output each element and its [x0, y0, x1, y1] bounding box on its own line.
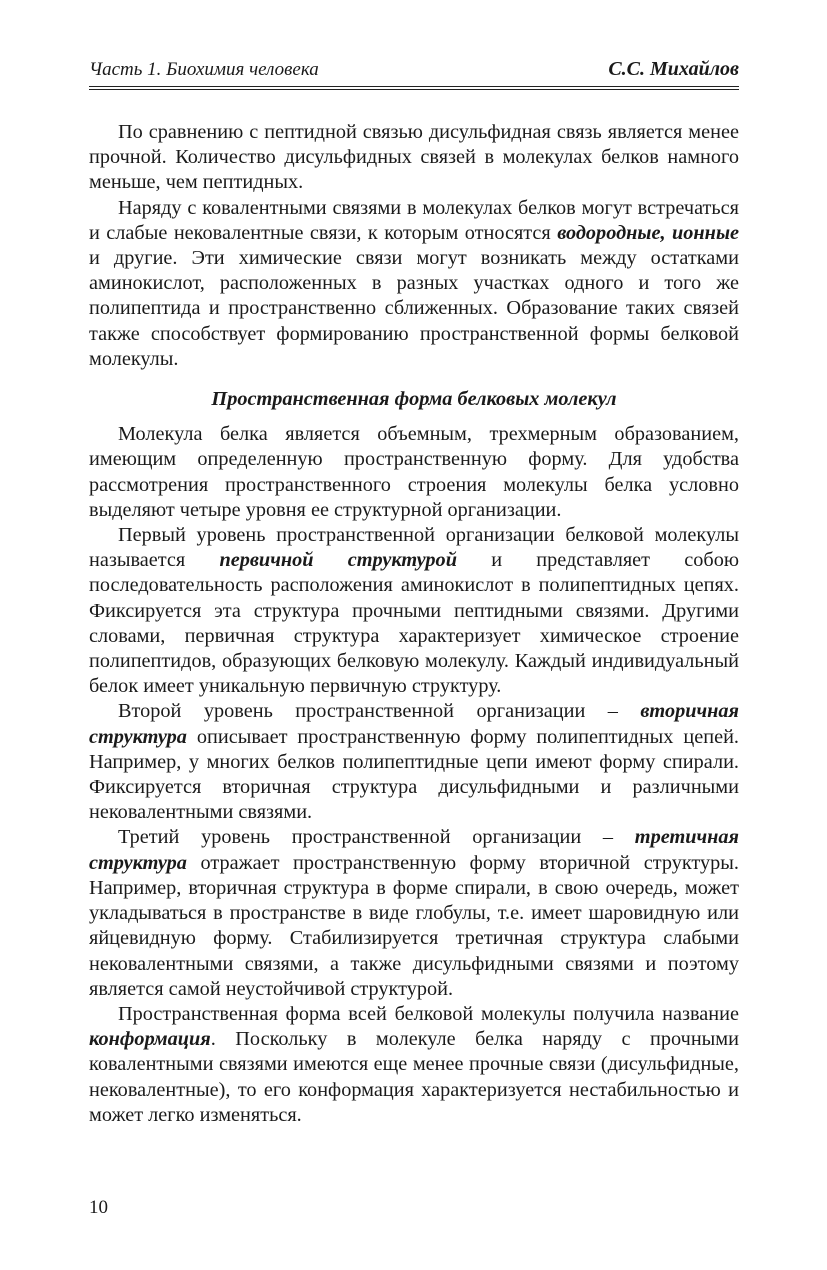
term-conformation: конформация — [89, 1028, 211, 1051]
running-header — [89, 56, 739, 84]
term-primary-structure: первичной структурой — [219, 549, 457, 572]
term-hydrogen: водородные — [557, 221, 661, 244]
text-run: . Поскольку в молекуле белка наряду с прочными ковалентными связями имеются еще менее прочные связи (дисульфидные, нековалентные), то его конформация характеризуется нестабильностью и может легко изменяться. — [89, 1028, 739, 1126]
page-number: 10 — [89, 1197, 108, 1218]
text-run: Третий уровень пространственной организации – — [118, 826, 635, 849]
paragraph-tertiary-structure — [89, 825, 739, 1001]
header-author: С.С. Михайлов — [608, 58, 739, 80]
term-ionic: ионные — [672, 221, 740, 244]
term-secondary-structure: вторичная структура — [89, 700, 739, 748]
book-page — [89, 56, 739, 1128]
term-separator: , — [660, 221, 672, 244]
header-part-title: Часть 1. Биохимия человека — [89, 59, 319, 80]
text-run: Наряду с ковалентными связями в молекулах белков могут встречаться и слабые нековалентные связи, к которым относятся — [89, 196, 739, 244]
text-run: и другие. Эти химические связи могут возникать между остатками аминокислот, расположенных в разных участках одного и того же полипептида и пространственно сближенных. Образование таких связей также способствует формированию пространственной формы белковой молекулы. — [89, 247, 739, 370]
paragraph-primary-structure — [89, 523, 739, 699]
paragraph-conformation — [89, 1002, 739, 1128]
text-run: отражает пространственную форму вторичной структуры. Например, вторичная структура в форме спирали, в свою очередь, может укладываться в пространстве в виде глобулы, т.е. имеет шаровидную или яйцевидную форму. Стабилизируется третичная структура слабыми нековалентными связями, а также дисульфидными связями и поэтому является самой неустойчивой структурой. — [89, 851, 739, 1000]
text-run: Второй уровень пространственной организации – — [118, 700, 641, 723]
text-run: Пространственная форма всей белковой молекулы получила название — [118, 1002, 739, 1025]
paragraph-secondary-structure — [89, 699, 739, 825]
text-run: Первый уровень пространственной организации белковой молекулы называется — [89, 524, 739, 572]
section-heading: Пространственная форма белковых молекул — [211, 388, 617, 411]
paragraph-noncovalent-bonds — [89, 196, 739, 372]
paragraph-disulfide-comparison: По сравнению с пептидной связью дисульфидная связь является менее прочной. Количество дисульфидных связей в молекулах белков намного меньше, чем пептидных. — [89, 121, 739, 194]
term-tertiary-structure: третичная структура — [89, 826, 739, 874]
page-body — [89, 120, 739, 1128]
text-run: и представляет собою последовательность расположения аминокислот в полипептидных цепях. Фиксируется эта структура прочными пептидными связями. Другими словами, первичная структура характеризует химическое строение полипептидов, образующих белковую молекулу. Каждый индивидуальный белок имеет уникальную первичную структуру. — [89, 549, 739, 698]
text-run: описывает пространственную форму полипептидных цепей. Например, у многих белков полипептидные цепи имеют форму спирали. Фиксируется вторичная структура дисульфидными и различными нековалентными связями. — [89, 725, 739, 824]
paragraph-protein-shape: Молекула белка является объемным, трехмерным образованием, имеющим определенную пространственную форму. Для удобства рассмотрения пространственного строения молекулы белка условно выделяют четыре уровня ее структурной организации. — [89, 423, 739, 521]
header-double-rule — [89, 86, 739, 90]
